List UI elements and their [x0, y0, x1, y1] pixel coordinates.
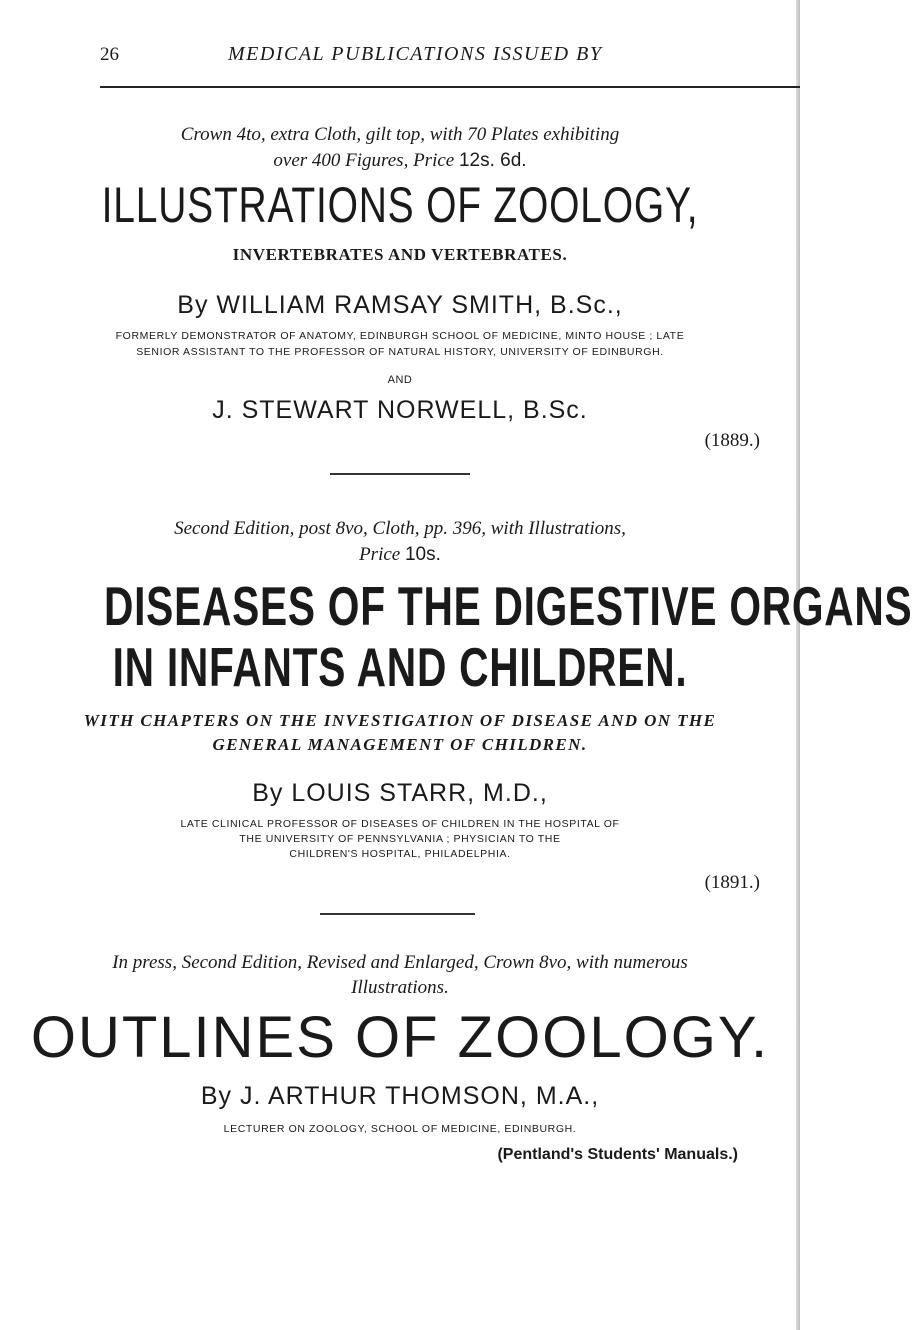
- book2-title-line1-wrap: [0, 574, 912, 638]
- book2-details-line2: [0, 543, 800, 566]
- book1-author1: By WILLIAM RAMSAY SMITH, B.Sc.,: [177, 291, 623, 319]
- book1-title: ILLUSTRATIONS OF ZOOLOGY,: [101, 177, 699, 233]
- book1-title-wrap: [0, 176, 800, 234]
- book2-details-text: Price: [359, 544, 405, 565]
- book1-author2: J. STEWART NORWELL, B.Sc.: [212, 396, 588, 424]
- book2-price: 10s.: [404, 544, 441, 565]
- book2-author: By LOUIS STARR, M.D.,: [252, 779, 548, 807]
- book2-title-line2-wrap: [0, 635, 800, 699]
- book2-subtitle-line1: WITH CHAPTERS ON THE INVESTIGATION OF DISEASE AND ON THE: [83, 711, 717, 730]
- book1-details-line2: [0, 149, 800, 172]
- running-title: MEDICAL PUBLICATIONS ISSUED BY: [228, 43, 603, 65]
- section-rule-2: [320, 913, 475, 915]
- header-rule: [100, 86, 800, 88]
- book3-details-line1: In press, Second Edition, Revised and Enlarged, Crown 8vo, with numerous: [112, 952, 688, 973]
- book1-price: 12s. 6d.: [458, 150, 527, 171]
- book2-author-desc-line1: LATE CLINICAL PROFESSOR OF DISEASES OF CHILDREN IN THE HOSPITAL OF: [180, 818, 620, 830]
- book3-author-desc: LECTURER ON ZOOLOGY, SCHOOL OF MEDICINE, EDINBURGH.: [223, 1123, 577, 1135]
- page-number: 26: [100, 44, 119, 65]
- book2-title-line1: DISEASES OF THE DIGESTIVE ORGANS: [104, 575, 912, 637]
- section-rule-1: [330, 473, 470, 475]
- book2-date: (1891.): [704, 872, 760, 893]
- book2-details-line1: Second Edition, post 8vo, Cloth, pp. 396, with Illustrations,: [174, 518, 626, 539]
- book3-series: (Pentland's Students' Manuals.): [497, 1146, 738, 1163]
- book1-details-text: over 400 Figures, Price: [273, 150, 459, 171]
- book1-author1-desc-line2: SENIOR ASSISTANT TO THE PROFESSOR OF NATURAL HISTORY, UNIVERSITY OF EDINBURGH.: [136, 346, 664, 358]
- book3-title-wrap: [0, 1004, 800, 1071]
- book2-title-line2: IN INFANTS AND CHILDREN.: [112, 636, 688, 698]
- book1-and: AND: [387, 374, 413, 386]
- book2-subtitle-line2: GENERAL MANAGEMENT OF CHILDREN.: [212, 735, 588, 754]
- book1-details-line1: Crown 4to, extra Cloth, gilt top, with 70 Plates exhibiting: [180, 124, 620, 145]
- book1-subtitle: INVERTEBRATES AND VERTEBRATES.: [232, 245, 568, 264]
- book1-date: (1889.): [704, 430, 760, 451]
- book2-author-desc-line3: CHILDREN'S HOSPITAL, PHILADELPHIA.: [289, 848, 511, 860]
- book3-title: OUTLINES OF ZOOLOGY.: [30, 1005, 770, 1070]
- book1-author1-desc-line1: FORMERLY DEMONSTRATOR OF ANATOMY, EDINBURGH SCHOOL OF MEDICINE, MINTO HOUSE ; LATE: [115, 330, 685, 342]
- book2-author-desc-line2: THE UNIVERSITY OF PENNSYLVANIA ; PHYSICIAN TO THE: [239, 833, 561, 845]
- book3-author: By J. ARTHUR THOMSON, M.A.,: [200, 1082, 600, 1110]
- book3-details-line2: Illustrations.: [351, 977, 449, 998]
